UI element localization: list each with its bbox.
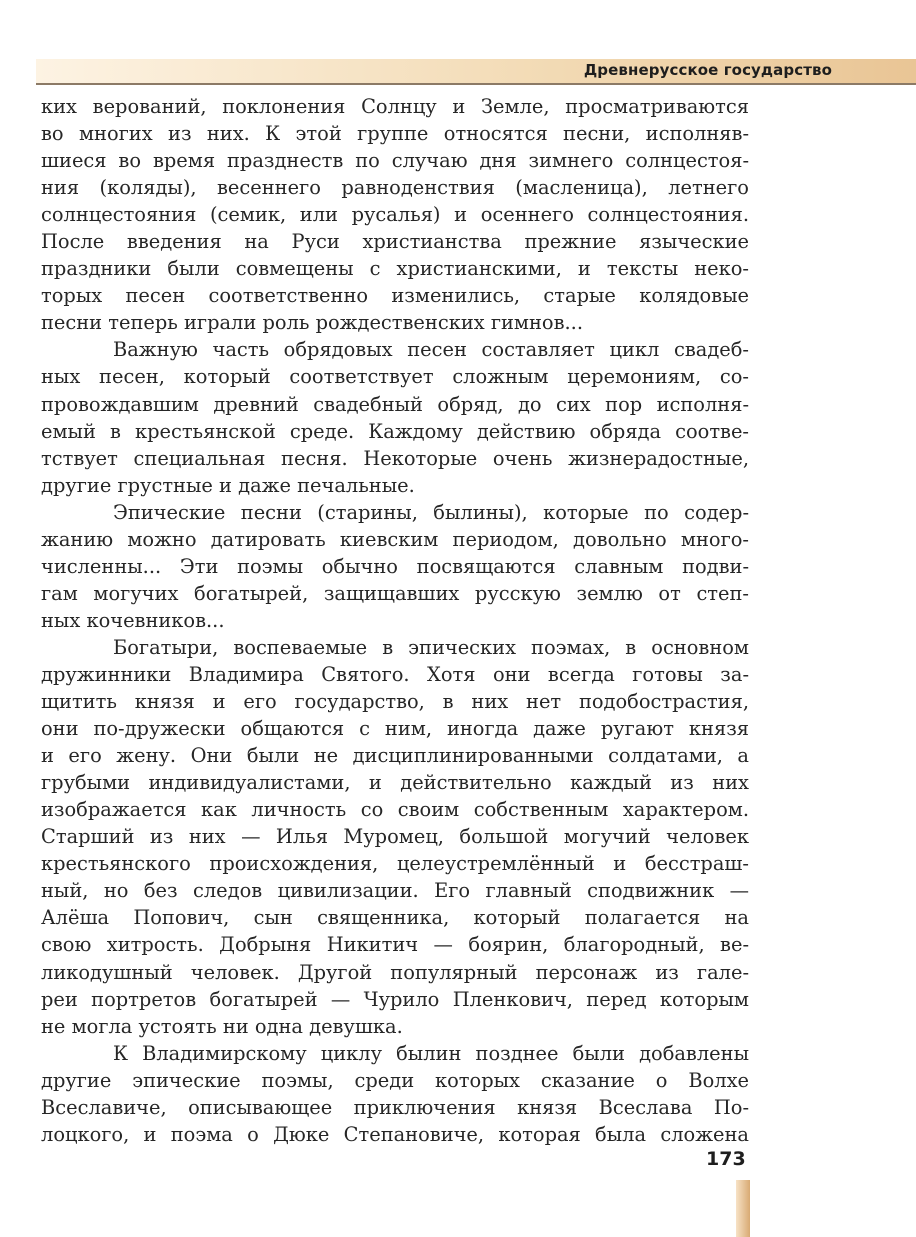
text-line: ликодушный человек. Другой популярный персонаж из гале- (41, 960, 749, 984)
text-line: они по-дружески общаются с ним, иногда даже ругают князя (41, 717, 749, 741)
text-line: крестьянского происхождения, целеустремлённый и бесстраш- (41, 852, 749, 876)
text-line: провождавшим древний свадебный обряд, до сих пор исполня- (41, 392, 749, 416)
text-line: дружинники Владимира Святого. Хотя они всегда готовы за- (41, 662, 749, 686)
text-line: солнцестояния (семик, или русалья) и осеннего солнцестояния. (41, 203, 749, 227)
text-line: ный, но без следов цивилизации. Его главный сподвижник — (41, 879, 749, 903)
text-line: изображается как личность со своим собственным характером. (41, 798, 749, 822)
text-line: Важную часть обрядовых песен составляет цикл свадеб- (113, 338, 749, 362)
text-line: щитить князя и его государство, в них нет подобострастия, (41, 690, 749, 714)
header-rule (36, 83, 916, 85)
text-line: Старший из них — Илья Муромец, большой могучий человек (41, 825, 749, 849)
text-line: праздники были совмещены с христианскими, и тексты неко- (41, 257, 749, 281)
text-line: гам могучих богатырей, защищавших русскую землю от степ- (41, 581, 749, 605)
text-line: песни теперь играли роль рождественских гимнов... (41, 311, 584, 335)
page-number: 173 (706, 1148, 746, 1170)
text-line: ких верований, поклонения Солнцу и Земле, просматриваются (41, 95, 749, 118)
text-line: емый в крестьянской среде. Каждому действию обряда соотве- (41, 419, 749, 443)
text-line: торых песен соответственно изменились, старые колядовые (41, 284, 749, 308)
page-edge-tab (736, 1180, 750, 1237)
text-line: грубыми индивидуалистами, и действительно каждый из них (41, 771, 749, 795)
text-line: численны... Эти поэмы обычно посвящаются славным подви- (41, 554, 749, 578)
text-line: не могла устоять ни одна девушка. (41, 1014, 403, 1038)
text-line: шиеся во время празднеств по случаю дня зимнего солнцестоя- (41, 149, 749, 173)
body-text (41, 93, 749, 1148)
text-line: ных песен, который соответствует сложным церемониям, со- (41, 365, 749, 389)
text-line: другие грустные и даже печальные. (41, 473, 415, 497)
text-line: Алёша Попович, сын священника, который полагается на (41, 906, 749, 930)
text-line: После введения на Руси христианства прежние языческие (41, 230, 749, 254)
text-line: Богатыри, воспеваемые в эпических поэмах, в основном (113, 635, 749, 659)
text-line: жанию можно датировать киевским периодом, довольно много- (41, 527, 749, 551)
text-line: другие эпические поэмы, среди которых сказание о Волхе (41, 1068, 749, 1092)
text-line: реи портретов богатырей — Чурило Пленкович, перед которым (41, 987, 749, 1011)
text-line: лоцкого, и поэма о Дюке Степановиче, которая была сложена (41, 1122, 749, 1146)
text-line: во многих из них. К этой группе относятся песни, исполняв- (41, 122, 749, 146)
running-header-title: Древнерусское государство (583, 61, 832, 79)
text-line: Эпические песни (старины, былины), которые по содер- (113, 500, 749, 524)
text-line: тствует специальная песня. Некоторые очень жизнерадостные, (41, 446, 749, 470)
text-line: Всеславиче, описывающее приключения князя Всеслава По- (41, 1095, 749, 1119)
text-line: и его жену. Они были не дисциплинированными солдатами, а (41, 744, 749, 768)
text-line: ных кочевников... (41, 608, 225, 632)
text-line: ния (коляды), весеннего равноденствия (масленица), летнего (41, 176, 749, 200)
text-line: К Владимирскому циклу былин позднее были добавлены (113, 1041, 749, 1065)
text-line: свою хитрость. Добрыня Никитич — боярин, благородный, ве- (41, 933, 749, 957)
